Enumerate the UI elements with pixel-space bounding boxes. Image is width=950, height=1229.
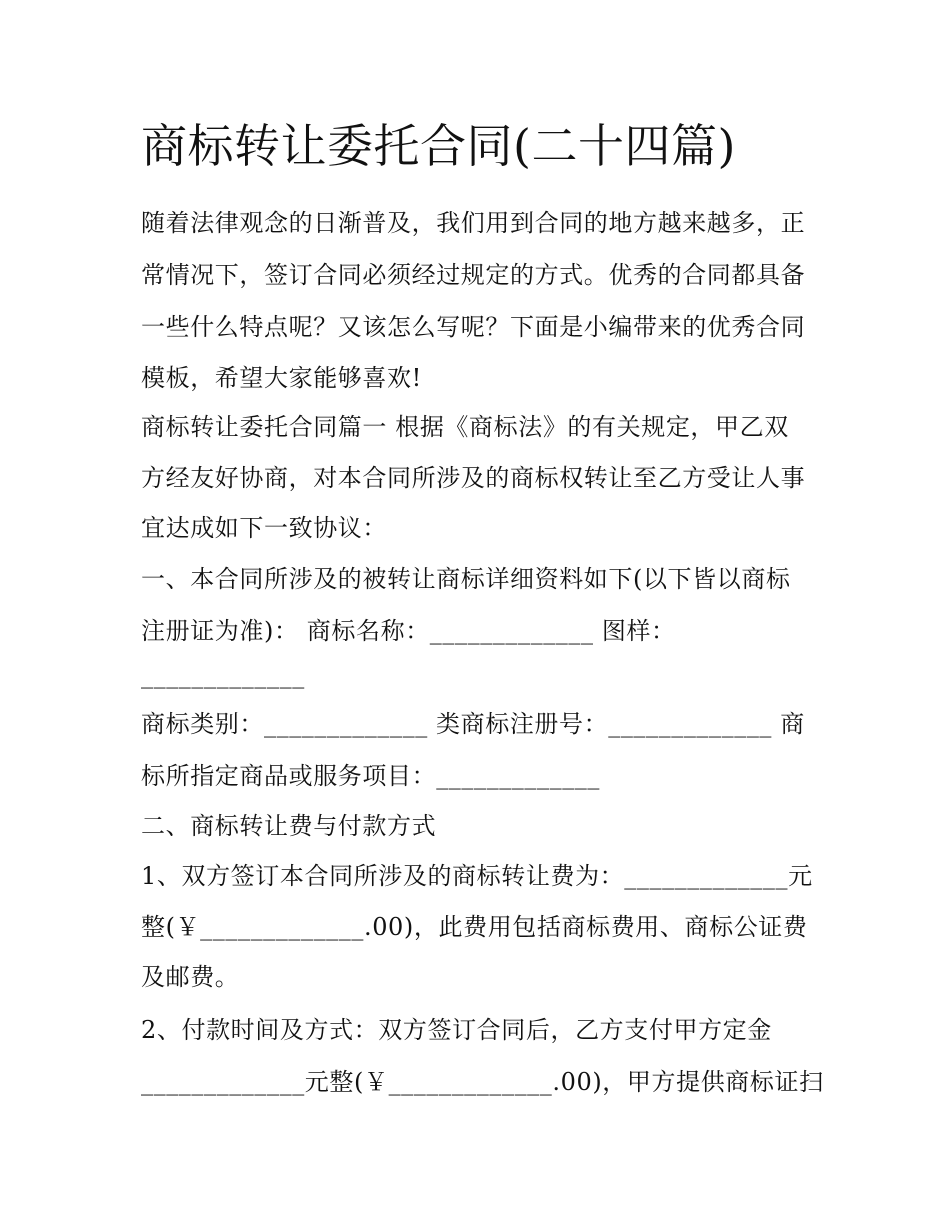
body-line-intro-2: 常情况下，签订合同必须经过规定的方式。优秀的合同都具备: [141, 261, 806, 289]
document-title: 商标转让委托合同(二十四篇): [141, 119, 736, 173]
clause-two-line: 整(￥_____________.00)，此费用包括商标费用、商标公证费: [141, 913, 808, 941]
clause-two-line: _____________元整(￥_____________.00)，甲方提供商标证扫: [141, 1068, 824, 1096]
blank-field-line: _____________: [141, 661, 305, 689]
clause-two-line: 2、付款时间及方式：双方签订合同后，乙方支付甲方定金: [141, 1016, 772, 1044]
clause-one-line: 注册证为准)： 商标名称：_____________ 图样：: [141, 617, 676, 645]
body-line: 宜达成如下一致协议：: [141, 514, 387, 542]
clause-two-line: 1、双方签订本合同所涉及的商标转让费为：_____________元: [141, 862, 813, 890]
clause-two-line: 及邮费。: [141, 963, 240, 991]
body-line-intro-1: 随着法律观念的日渐普及，我们用到合同的地方越来越多，正: [141, 209, 806, 237]
body-line: 方经友好协商，对本合同所涉及的商标权转让至乙方受让人事: [141, 464, 806, 492]
body-line-intro-4: 模板，希望大家能够喜欢!: [141, 364, 422, 392]
clause-two-heading: 二、商标转让费与付款方式: [141, 812, 437, 840]
clause-one-line: 一、本合同所涉及的被转让商标详细资料如下(以下皆以商标: [141, 565, 791, 593]
body-line-section-heading: 商标转让委托合同篇一 根据《商标法》的有关规定，甲乙双: [141, 413, 789, 441]
clause-one-line: 商标类别：_____________ 类商标注册号：_____________ 商: [141, 710, 805, 738]
clause-one-line: 标所指定商品或服务项目：_____________: [141, 762, 600, 790]
body-line-intro-3: 一些什么特点呢？又该怎么写呢？下面是小编带来的优秀合同: [141, 313, 806, 341]
